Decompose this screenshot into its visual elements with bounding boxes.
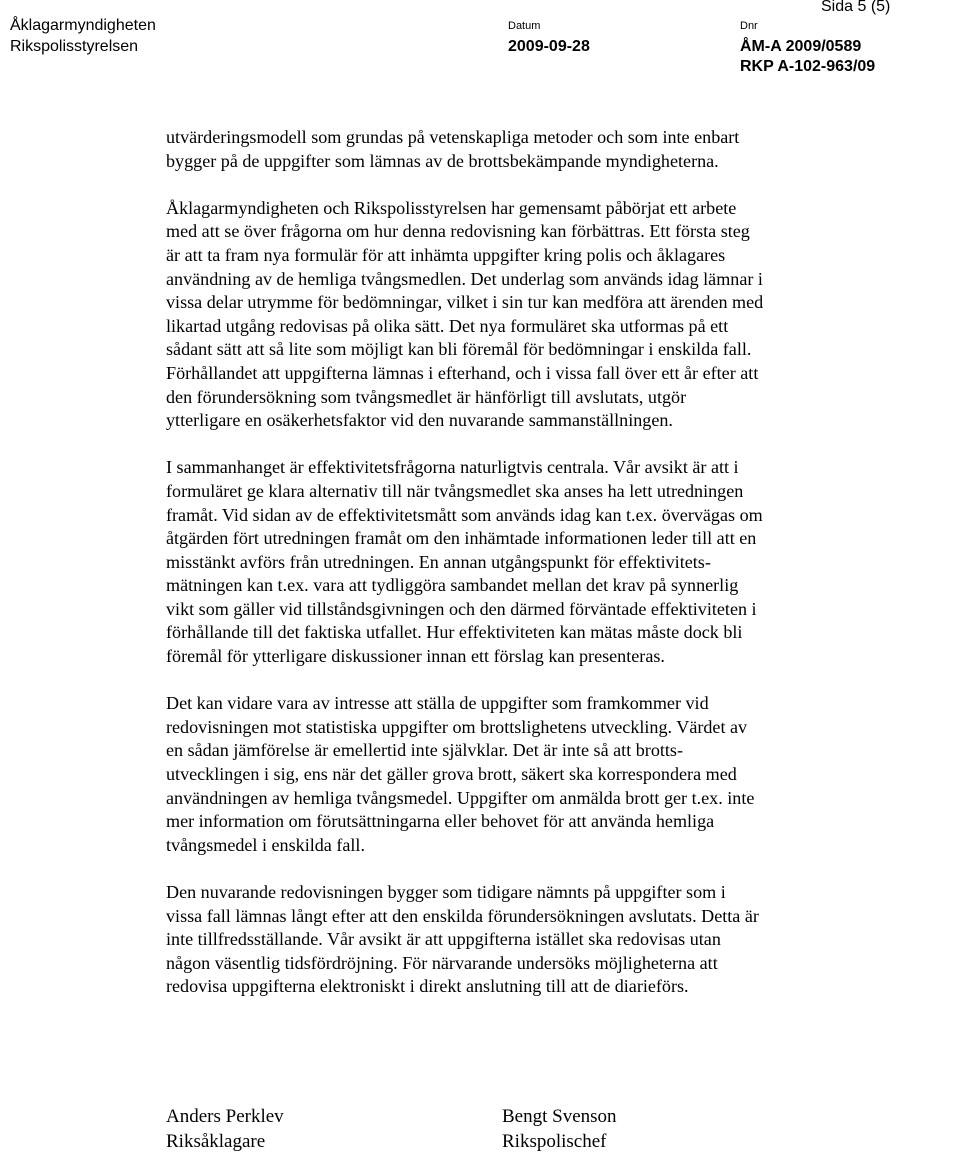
signatory-left-name: Anders Perklev [166, 1106, 284, 1127]
signatory-right-title: Rikspolischef [502, 1131, 607, 1152]
paragraph: Åklagarmyndigheten och Rikspolisstyrelsen har gemensamt påbörjat ett arbete med att se över frågorna om hur denna redovisning kan förbättras. Ett första steg är att ta fram nya formulär för att inhämta uppgifter kring polis och åklagares användning av de hemliga tvångsmedlen. Det underlag som används idag lämnar i vissa delar utrymme för bedömningar, vilket i sin tur kan medföra att ärenden med likartad utgång redovisas på olika sätt. Det nya formuläret ska utformas på ett sådant sätt att så lite som möjligt kan bli föremål för bedömningar i enskilda fall. Förhållandet att uppgifterna lämnas i efterhand, och i vissa fall över ett år efter att den förundersökning som tvångsmedlet är hänförligt till avslutats, utgör ytterligare en osäkerhetsfaktor vid den nuvarande sammanställningen. [166, 197, 764, 431]
signatory-right-name: Bengt Svenson [502, 1106, 617, 1127]
page-number: Sida 5 (5) [821, 0, 891, 15]
dnr-value-1: ÅM-A 2009/0589 [740, 38, 862, 55]
document-body [166, 126, 866, 999]
signatory-left-title: Riksåklagare [166, 1131, 266, 1152]
dnr-label: Dnr [740, 20, 758, 32]
date-value: 2009-09-28 [508, 38, 590, 55]
header-org-2: Rikspolisstyrelsen [10, 38, 139, 55]
dnr-value-2: RKP A-102-963/09 [740, 58, 876, 75]
paragraph: utvärderingsmodell som grundas på vetenskapliga metoder och som inte enbart bygger på de uppgifter som lämnas av de brottsbekämpande myndigheterna. [166, 127, 740, 171]
date-label: Datum [508, 20, 541, 32]
paragraph: I sammanhanget är effektivitetsfrågorna naturligtvis centrala. Vår avsikt är att i formuläret ge klara alternativ till när tvångsmedlet ska anses ha lett utredningen framåt. Vid sidan av de effektivitetsmått som används idag kan t.ex. övervägas om åtgärden fört utredningen framåt om den inhämtade informationen leder till att en misstänkt avförs från utredningen. En annan utgångspunkt för effektivitets- mätningen kan t.ex. vara att tydliggöra sambandet mellan det krav på synnerlig vikt som gäller vid tillståndsgivningen och den därmed förväntade effektiviteten i förhållande till det faktiska utfallet. Hur effektiviteten kan mätas måste dock bli föremål för ytterligare diskussioner innan ett förslag kan presenteras. [166, 457, 763, 667]
paragraph: Den nuvarande redovisningen bygger som tidigare nämnts på uppgifter som i vissa fall lämnas långt efter att den enskilda förundersökningen avslutats. Detta är inte tillfredsställande. Vår avsikt är att uppgifterna istället ska redovisas utan någon väsentlig tidsfördröjning. För närvarande undersöks möjligheterna att redovisa uppgifterna elektroniskt i direkt anslutning till att de diarieförs. [166, 882, 759, 997]
paragraph: Det kan vidare vara av intresse att ställa de uppgifter som framkommer vid redovisningen mot statistiska uppgifter om brottslighetens utveckling. Värdet av en sådan jämförelse är emellertid inte självklar. Det är inte så att brotts- utvecklingen i sig, ens när det gäller grova brott, säkert ska korrespondera med användningen av hemliga tvångsmedel. Uppgifter om anmälda brott ger t.ex. inte mer information om förutsättningarna eller behovet för att använda hemliga tvångsmedel i enskilda fall. [166, 693, 755, 855]
header-org-1: Åklagarmyndigheten [10, 17, 156, 34]
